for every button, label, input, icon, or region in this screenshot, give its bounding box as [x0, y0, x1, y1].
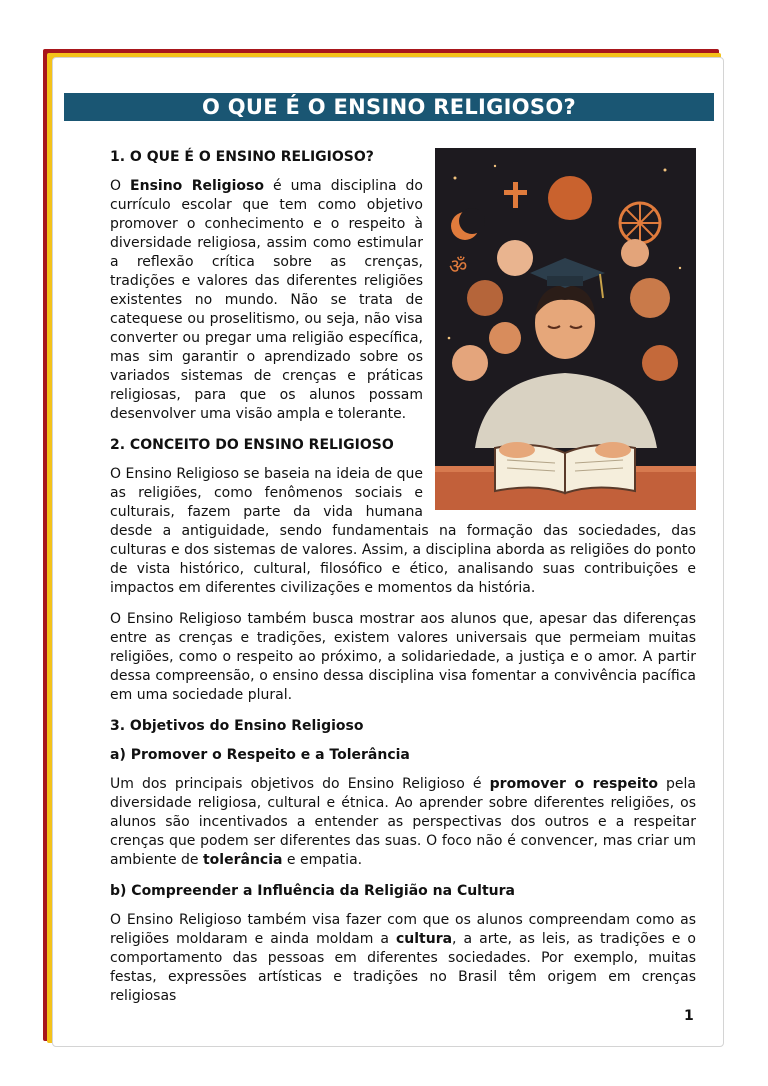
bold-term: promover o respeito [489, 776, 658, 792]
bold-term: tolerância [202, 852, 283, 868]
section-2-paragraph-2: O Ensino Religioso também busca mostrar aos alunos que, apesar das diferenças entre as crenças e tradições, existem valores universais que permeiam muitas religiões, como o respeito ao próximo, a solidariedade, a justiça e o amor. A partir dessa compreensão, o ensino dessa disciplina visa fomentar a convivência pacífica em uma sociedade plural. [110, 611, 696, 703]
subsection-b-heading: b) Compreender a Influência da Religião na Cultura [110, 883, 515, 899]
text-run: é uma disciplina do currículo escolar que tem como objetivo promover o conhecimento e o respeito à diversidade religiosa, assim como estimular a reflexão crítica sobre as crenças, tradições e valores das diferentes religiões existentes no mundo. Não se trata de catequese ou proselitismo, ou seja, não visa converter ou pregar uma religião específica, mas sim garantir o aprendizado sobre os variados sistemas de crenças e práticas religiosas, para que os alunos possam desenvolver uma visão ampla e tolerante. [110, 178, 423, 422]
text-run: O [110, 178, 131, 194]
text-run: e empatia. [282, 852, 363, 868]
illustration-graphic [435, 148, 696, 510]
text-run: Um dos principais objetivos do Ensino Religioso é [110, 776, 490, 792]
illustration-student-religions [435, 148, 696, 510]
svg-text:ॐ: ॐ [449, 254, 468, 278]
subsection-a-heading: a) Promover o Respeito e a Tolerância [110, 747, 410, 763]
text-run: O Ensino Religioso também visa fazer com que os alunos compreendam como as religiões moldaram e ainda moldam a [110, 912, 696, 947]
section-1-heading: 1. O QUE É O ENSINO RELIGIOSO? [110, 149, 374, 165]
document-body [110, 148, 696, 1006]
section-3-heading: 3. Objetivos do Ensino Religioso [110, 718, 364, 734]
bold-term: cultura [395, 931, 453, 947]
text-run: , a arte, as leis, as tradições e o comportamento das pessoas em diferentes sociedades. Por exemplo, muitas festas, expressões artísticas e tradições no Brasil têm origem em crenças religiosas [110, 931, 696, 1004]
subsection-b-paragraph [110, 911, 696, 1006]
section-2-paragraph-1: O Ensino Religioso se baseia na ideia de que as religiões, como fenômenos sociais e culturais, fazem parte da vida humana desde a antiguidade, sendo fundamentais na formação das sociedades, das culturas e dos sistemas de valores. Assim, a disciplina aborda as religiões do ponto de vista histórico, cultural, filosófico e ético, analisando suas contribuições e impactos em diferentes civilizações e momentos da história. [110, 466, 696, 596]
subsection-a-paragraph [110, 775, 696, 870]
page-number: 1 [684, 1008, 694, 1024]
section-2-heading: 2. CONCEITO DO ENSINO RELIGIOSO [110, 437, 394, 453]
bold-term: Ensino Religioso [130, 178, 264, 194]
text-run: pela diversidade religiosa, cultural e étnica. Ao aprender sobre diferentes religiões, os alunos são incentivados a entender as perspectivas dos outros e a respeitar crenças que podem ser diferentes das suas. O foco não é convencer, mas criar um ambiente de [110, 776, 697, 868]
page-title-banner: O QUE É O ENSINO RELIGIOSO? [64, 93, 714, 121]
